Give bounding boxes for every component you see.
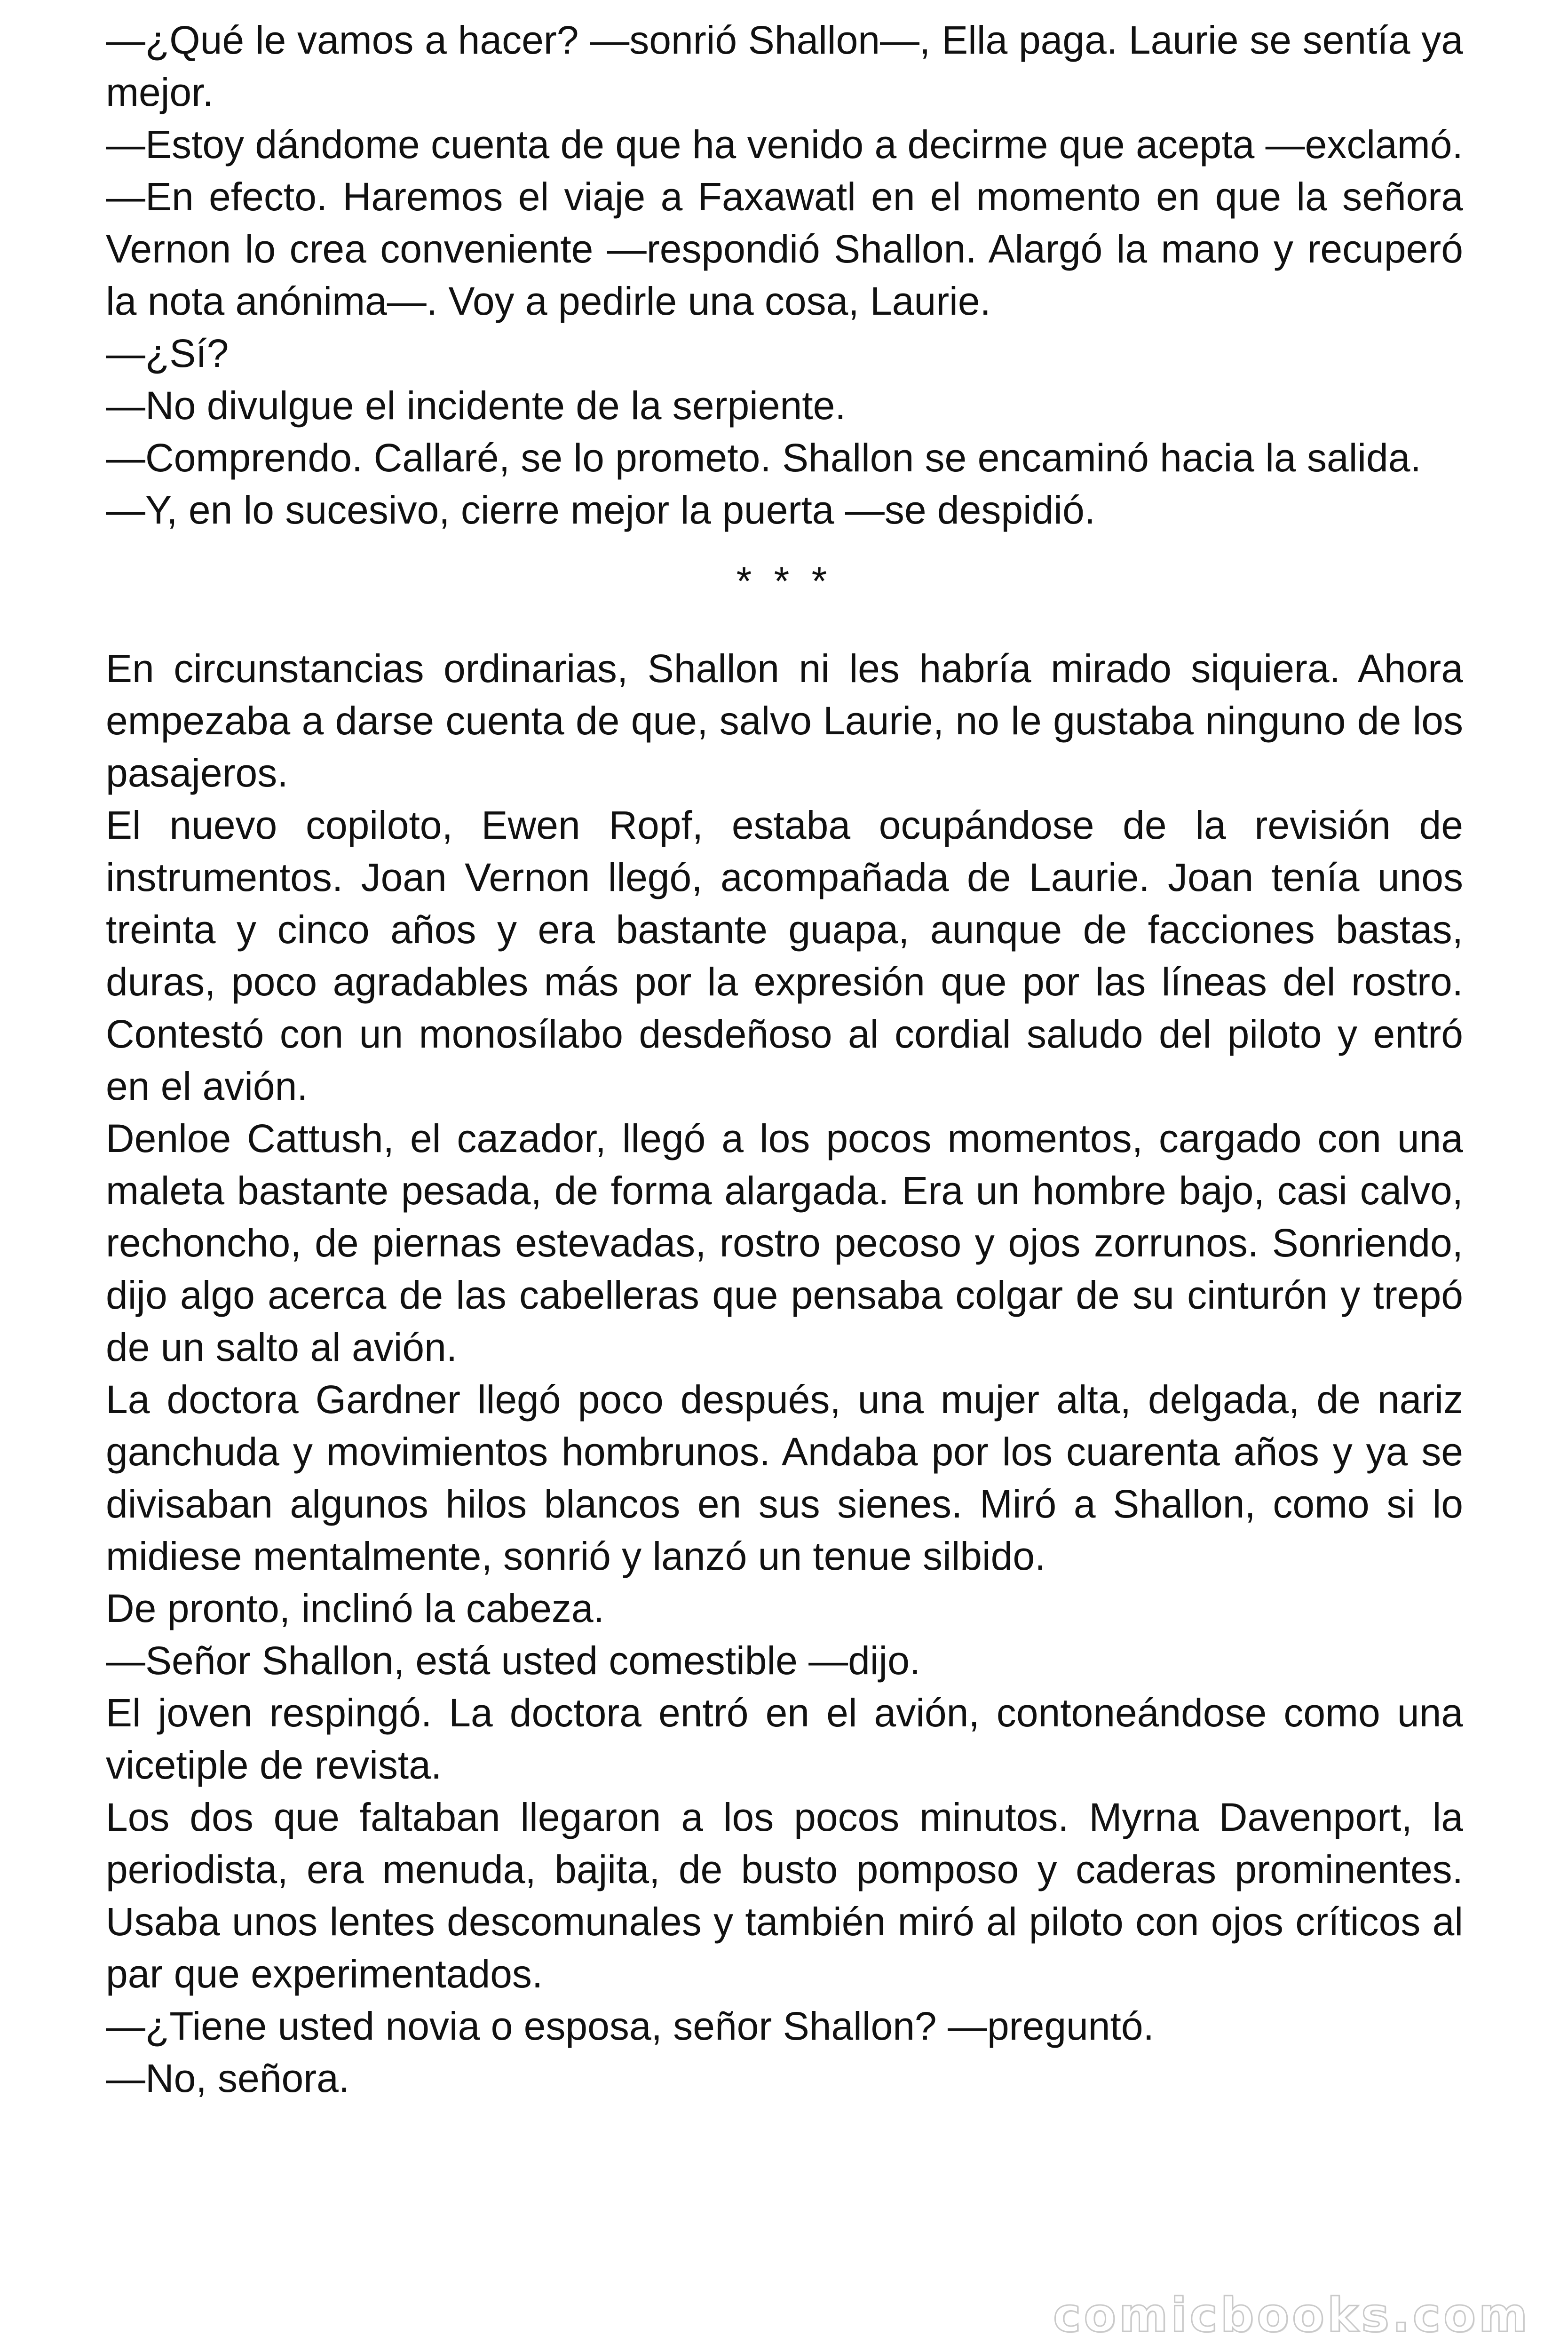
paragraph: —En efecto. Haremos el viaje a Faxawatl en el momento en que la señora Vernon lo crea conveniente —respondió Shallon. Alargó la mano y recuperó la nota anónima—. Voy a pedirle una cosa, Laurie. [106, 175, 1463, 323]
paragraph: —Y, en lo sucesivo, cierre mejor la puerta —se despidió. [106, 488, 1096, 532]
text-section-1 [106, 14, 1463, 536]
paragraph: El nuevo copiloto, Ewen Ropf, estaba ocupándose de la revisión de instrumentos. Joan Vernon llegó, acompañada de Laurie. Joan tenía unos treinta y cinco años y era bastante guapa, aunque de facciones bastas, duras, poco agradables más por la expresión que por las líneas del rostro. Contestó con un monosílabo desdeñoso al cordial saludo del piloto y entró en el avión. [106, 803, 1463, 1108]
paragraph: —No, señora. [106, 2056, 350, 2100]
paragraph: La doctora Gardner llegó poco después, una mujer alta, delgada, de nariz ganchuda y movimientos hombrunos. Andaba por los cuarenta años y ya se divisaban algunos hilos blancos en sus sienes. Miró a Shallon, como si lo midiese mentalmente, sonrió y lanzó un tenue silbido. [106, 1377, 1463, 1578]
paragraph: Denloe Cattush, el cazador, llegó a los pocos momentos, cargado con una maleta bastante pesada, de forma alargada. Era un hombre bajo, casi calvo, rechoncho, de piernas estevadas, rostro pecoso y ojos zorrunos. Sonriendo, dijo algo acerca de las cabelleras que pensaba colgar de su cinturón y trepó de un salto al avión. [106, 1116, 1463, 1369]
watermark-logo: comicbooks.com [1053, 2288, 1530, 2343]
paragraph: —¿Sí? [106, 331, 229, 375]
paragraph: —¿Tiene usted novia o esposa, señor Shallon? —preguntó. [106, 2004, 1154, 2048]
paragraph: —¿Qué le vamos a hacer? —sonrió Shallon—, Ella paga. Laurie se sentía ya mejor. [106, 18, 1463, 114]
paragraph: El joven respingó. La doctora entró en el avión, contoneándose como una vicetiple de revista. [106, 1691, 1463, 1787]
text-section-2 [106, 643, 1463, 2105]
paragraph: —Comprendo. Callaré, se lo prometo. Shallon se encaminó hacia la salida. [106, 436, 1421, 480]
paragraph: —No divulgue el incidente de la serpiente. [106, 383, 846, 428]
paragraph: —Señor Shallon, está usted comestible —dijo. [106, 1638, 921, 1683]
paragraph: De pronto, inclinó la cabeza. [106, 1586, 604, 1630]
book-page [106, 14, 1463, 2105]
paragraph: En circunstancias ordinarias, Shallon ni les habría mirado siquiera. Ahora empezaba a darse cuenta de que, salvo Laurie, no le gustaba ninguno de los pasajeros. [106, 646, 1463, 795]
section-separator: * * * [736, 559, 833, 603]
paragraph: —Estoy dándome cuenta de que ha venido a decirme que acepta —exclamó. [106, 122, 1463, 167]
paragraph: Los dos que faltaban llegaron a los pocos minutos. Myrna Davenport, la periodista, era menuda, bajita, de busto pomposo y caderas prominentes. Usaba unos lentes descomunales y también miró al piloto con ojos críticos al par que experimentados. [106, 1795, 1463, 1996]
